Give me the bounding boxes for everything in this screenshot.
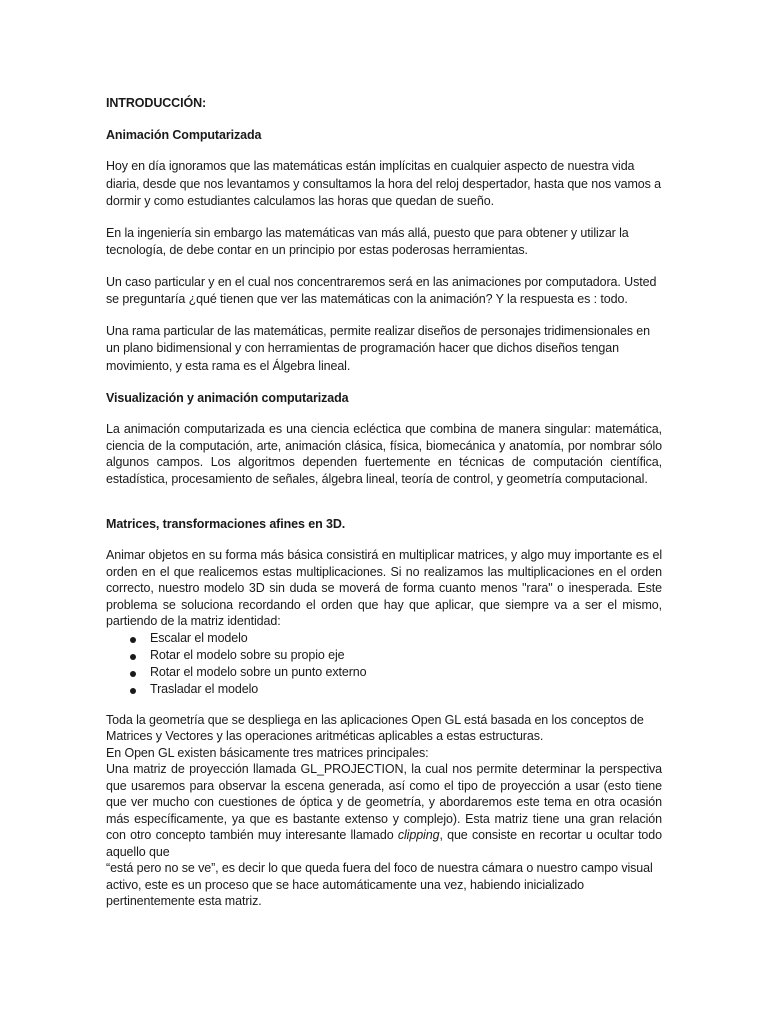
section-heading-animacion: Animación Computarizada bbox=[106, 128, 262, 142]
paragraph: En Open GL existen básicamente tres matrices principales: bbox=[106, 745, 429, 760]
paragraph: La animación computarizada es una ciencia ecléctica que combina de manera singular: matemática, ciencia de la computación, arte, animación clásica, física, biomecánica y anatomía, por nombrar sólo algunos campos. Los algoritmos dependen fuertemente en técnicas de computación científica, estadística, procesamiento de señales, álgebra lineal, teoría de control, y geometría computacional. bbox=[106, 422, 662, 486]
paragraph: Un caso particular y en el cual nos concentraremos será en las animaciones por computadora. Usted se preguntaría ¿qué tienen que ver las matemáticas con la animación? Y la respuesta es : todo. bbox=[106, 274, 657, 306]
paragraph-text: Una matriz de proyección llamada GL_PROJECTION, la cual nos permite determinar la perspectiva que usaremos para observar la escena generada, así como el tipo de proyección a usar (esto tiene que ver mucho con cuestiones de óptica y de geometría, y abordaremos este tema en otra ocasión más específicamente, ya que es bastante extenso y complejo). Esta matriz tiene una gran relación con otro concepto también muy interesante llamado bbox=[106, 762, 662, 842]
section-heading-visualizacion: Visualización y animación computarizada bbox=[106, 391, 349, 405]
paragraph: Toda la geometría que se despliega en las aplicaciones Open GL está basada en los conceptos de Matrices y Vectores y las operaciones aritméticas aplicables a estas estructuras. bbox=[106, 712, 644, 743]
section-heading-matrices: Matrices, transformaciones afines en 3D. bbox=[106, 517, 346, 531]
paragraph: Animar objetos en su forma más básica consistirá en multiplicar matrices, y algo muy importante es el orden en el que realicemos estas multiplicaciones. Si no realizamos las multiplicaciones en el orden correcto, nuestro modelo 3D sin duda se moverá de forma cuanto menos "rara" o inesperada. Este problema se soluciona recordando el orden que hay que aplicar, que siempre va a ser el mismo, partiendo de la matriz identidad: bbox=[106, 548, 662, 628]
list-item: Escalar el modelo bbox=[106, 630, 662, 647]
clipping-term: clipping bbox=[397, 828, 440, 842]
paragraph: En la ingeniería sin embargo las matemáticas van más allá, puesto que para obtener y utilizar la tecnología, de debe contar en un principio por estas poderosas herramientas. bbox=[106, 225, 629, 257]
document-page bbox=[106, 88, 662, 910]
paragraph bbox=[106, 761, 662, 860]
list-item: Trasladar el modelo bbox=[106, 681, 662, 698]
paragraph-text: , que consiste en recortar u ocultar todo aquello que bbox=[106, 828, 662, 859]
paragraph: Una rama particular de las matemáticas, permite realizar diseños de personajes tridimensionales en un plano bidimensional y con herramientas de programación hacer que dichos diseños tengan movimiento, y esta rama es el Álgebra lineal. bbox=[106, 323, 650, 373]
intro-heading: INTRODUCCIÓN: bbox=[106, 96, 207, 110]
list-item: Rotar el modelo sobre un punto externo bbox=[106, 664, 662, 681]
list-item: Rotar el modelo sobre su propio eje bbox=[106, 647, 662, 664]
paragraph: “está pero no se ve”, es decir lo que queda fuera del foco de nuestra cámara o nuestro campo visual activo, este es un proceso que se hace automáticamente una vez, habiendo inicializado pertinentemente esta matriz. bbox=[106, 861, 653, 908]
steps-list bbox=[106, 630, 662, 698]
paragraph: Hoy en día ignoramos que las matemáticas están implícitas en cualquier aspecto de nuestra vida diaria, desde que nos levantamos y consultamos la hora del reloj despertador, hasta que nos vamos a dormir y como estudiantes calculamos las horas que quedan de sueño. bbox=[106, 159, 662, 208]
